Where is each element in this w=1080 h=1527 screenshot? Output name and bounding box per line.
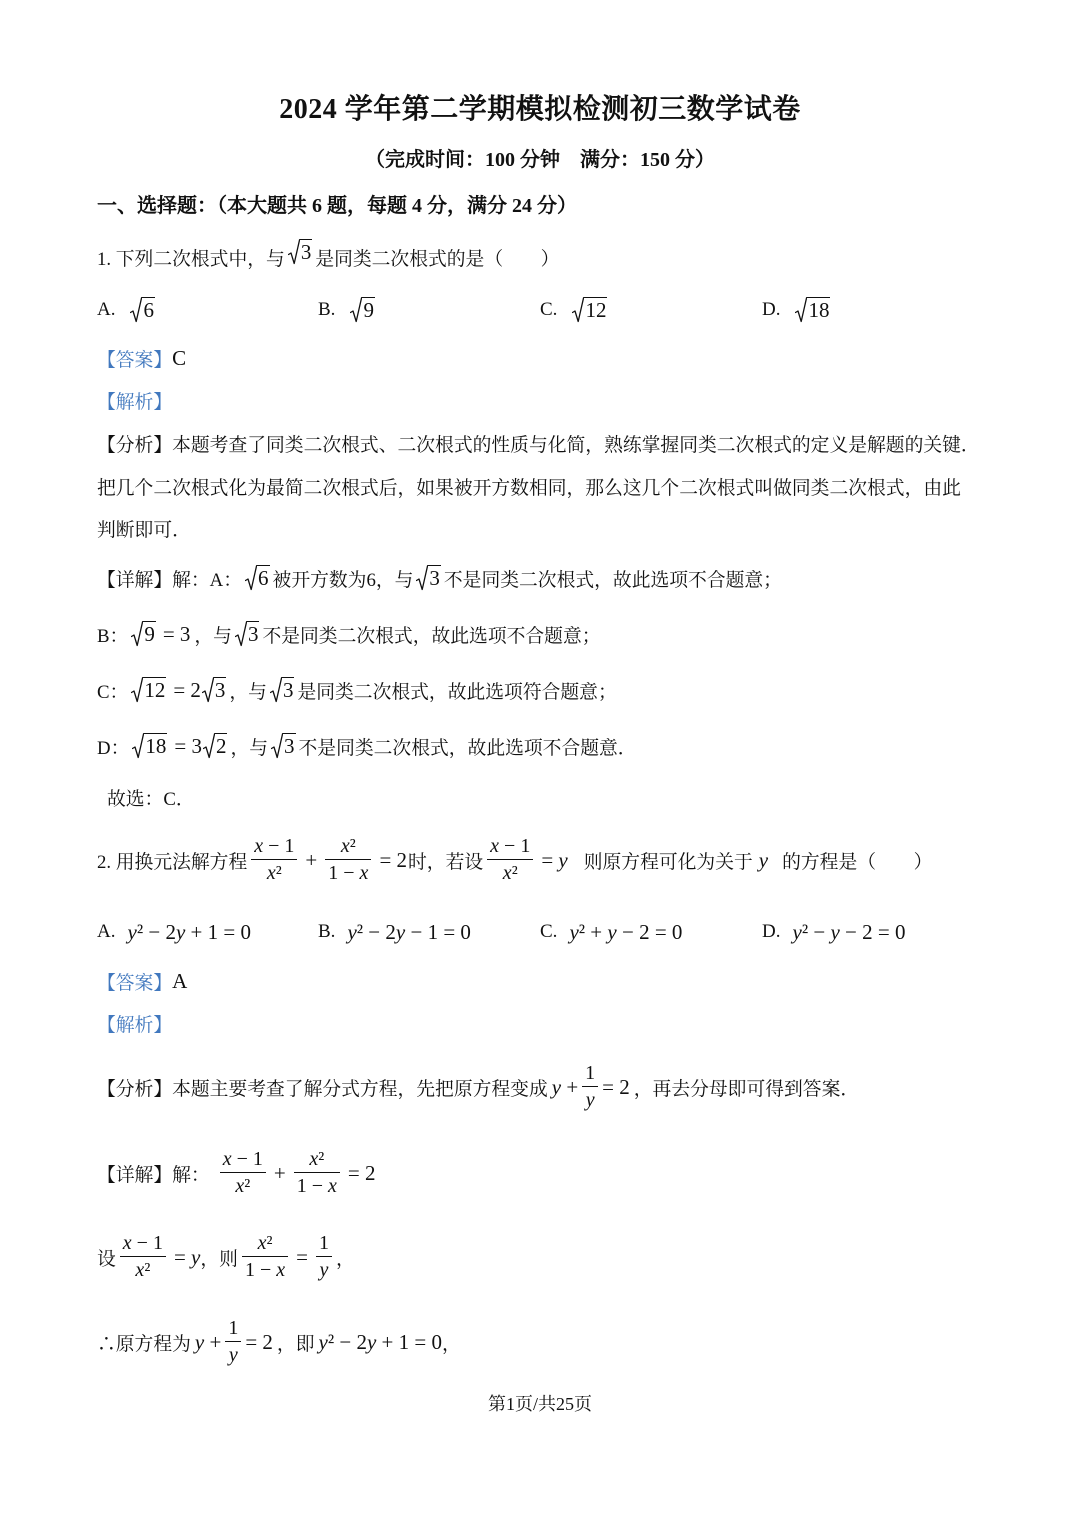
xiangjie-text: 解：A： bbox=[172, 569, 243, 591]
numerator: x − 1 bbox=[251, 835, 297, 860]
math-variable: y bbox=[366, 1329, 377, 1354]
radical-sign-icon bbox=[132, 733, 144, 759]
answer-tag: 【答案】 bbox=[97, 972, 173, 994]
math-variable: y bbox=[551, 1074, 562, 1099]
q2-stem-mid: 时，若设 bbox=[408, 851, 484, 873]
denominator bbox=[582, 1087, 598, 1112]
math-variable: x bbox=[276, 1259, 286, 1281]
answer-value: C bbox=[172, 345, 187, 370]
q2-xiangjie-line-3 bbox=[97, 1312, 461, 1372]
option-label: A. bbox=[97, 299, 116, 320]
fraction bbox=[220, 1148, 266, 1198]
page-title: 2024 学年第二学期模拟检测初三数学试卷 bbox=[279, 94, 801, 125]
xiangjie-tag: 【详解】 bbox=[97, 569, 173, 591]
fenxi-text: 本题主要考查了解分式方程，先把原方程变成 bbox=[172, 1078, 548, 1100]
radicand: 9 bbox=[363, 298, 374, 322]
math-expr: = 2 bbox=[379, 847, 408, 872]
radical-sign-icon bbox=[350, 297, 362, 323]
math-variable: y bbox=[191, 1244, 201, 1269]
q1-stem bbox=[97, 227, 559, 287]
numerator: x − 1 bbox=[487, 835, 533, 860]
fenxi-text: 把几个二次根式化为最简二次根式后，如果被开方数相同，那么这几个二次根式叫做同类二次根式，由此 bbox=[97, 477, 961, 499]
radicand: 9 bbox=[144, 622, 155, 646]
sqrt bbox=[350, 297, 375, 323]
math-expr: = 2 bbox=[602, 1074, 630, 1099]
sqrt bbox=[795, 297, 830, 323]
xiangjie-text: ，即 bbox=[276, 1333, 315, 1355]
denominator: 1 − x bbox=[244, 1259, 286, 1281]
sqrt bbox=[245, 565, 270, 591]
xiangjie-text: 是同类二次根式，故此选项符合题意； bbox=[297, 681, 617, 703]
q1-xiangjie-c bbox=[97, 660, 617, 720]
sqrt bbox=[203, 733, 228, 759]
xiangjie-text: ， bbox=[441, 1333, 461, 1355]
q2-option-b bbox=[318, 902, 471, 962]
numerator: x − 1 bbox=[120, 1232, 166, 1257]
math-variable: x bbox=[135, 1259, 145, 1281]
q2-stem-pre: 2. 用换元法解方程 bbox=[97, 851, 248, 873]
radicand: 3 bbox=[300, 240, 312, 264]
q2-stem-post: 则原方程可化为关于 bbox=[583, 851, 753, 873]
math-variable: x bbox=[257, 1232, 267, 1254]
xiangjie-text: 不是同类二次根式，故此选项不合题意． bbox=[298, 737, 637, 759]
q1-option-c bbox=[540, 280, 610, 340]
sqrt bbox=[131, 677, 166, 703]
q1-stem-post: 是同类二次根式的是（ ） bbox=[315, 248, 560, 270]
option-expr: y² − 2y + 1 = 0 bbox=[127, 919, 251, 944]
radicand: 18 bbox=[808, 298, 830, 322]
math-variable bbox=[759, 848, 768, 873]
fenxi-text: 本题考查了同类二次根式、二次根式的性质与化简，熟练掌握同类二次根式的定义是解题的关键． bbox=[172, 434, 980, 456]
math-variable: x bbox=[254, 835, 264, 857]
xiangjie-text: 不是同类二次根式，故此选项不合题意； bbox=[262, 625, 601, 647]
denominator: x² bbox=[502, 862, 518, 884]
fraction bbox=[316, 1232, 332, 1282]
fraction bbox=[251, 835, 297, 885]
xiangjie-text: 解： bbox=[172, 1164, 210, 1186]
math-variable: x bbox=[359, 862, 369, 884]
radical-sign-icon bbox=[270, 677, 282, 703]
q2-stem-tail: 的方程是（ ） bbox=[782, 851, 933, 873]
q1-option-d bbox=[762, 280, 833, 340]
sqrt bbox=[271, 733, 296, 759]
math-operator: + bbox=[305, 847, 318, 872]
option-label: B. bbox=[318, 299, 336, 320]
math-variable: y bbox=[830, 919, 840, 944]
math-expr: = 2 bbox=[245, 1329, 273, 1354]
fraction bbox=[294, 1148, 340, 1198]
numerator: 1 bbox=[582, 1062, 598, 1087]
q1-option-b bbox=[318, 280, 378, 340]
math-variable: y bbox=[194, 1329, 205, 1354]
math-variable: x bbox=[502, 862, 512, 884]
math-variable: y bbox=[319, 1259, 329, 1281]
option-expr: y² − y − 2 = 0 bbox=[792, 919, 906, 944]
q2-xiangjie-line-2 bbox=[97, 1227, 355, 1287]
q2-jiexi bbox=[97, 993, 172, 1053]
math-variable: y bbox=[347, 919, 357, 944]
sqrt bbox=[288, 239, 313, 265]
math-expr: y² − 2y + 1 = 0 bbox=[318, 1329, 442, 1354]
denominator bbox=[225, 1342, 241, 1367]
sqrt bbox=[416, 565, 441, 591]
math-variable: y bbox=[758, 847, 769, 872]
option-label: B. bbox=[318, 921, 336, 942]
denominator: x² bbox=[135, 1259, 151, 1281]
math-variable: y bbox=[175, 919, 186, 944]
xiangjie-text: ，与 bbox=[229, 681, 267, 703]
sqrt bbox=[202, 677, 227, 703]
radical-sign-icon bbox=[271, 733, 283, 759]
math-variable: y bbox=[569, 919, 579, 944]
q2-fenxi bbox=[97, 1057, 859, 1117]
option-expr: y² + y − 2 = 0 bbox=[569, 919, 683, 944]
jiexi-tag: 【解析】 bbox=[97, 1014, 173, 1036]
numerator: x² bbox=[325, 835, 371, 860]
math-operator: = bbox=[296, 1244, 308, 1269]
math-variable: x bbox=[327, 1175, 337, 1197]
math-variable: x bbox=[309, 1148, 319, 1170]
radical-sign-icon bbox=[288, 239, 300, 265]
xiangjie-text: 被开方数为6，与 bbox=[272, 569, 414, 591]
math-variable: x bbox=[266, 862, 276, 884]
fenxi-text: ，再去分母即可得到答案． bbox=[633, 1078, 860, 1100]
math-expr: = 3 bbox=[162, 621, 191, 646]
radical-sign-icon bbox=[235, 621, 247, 647]
fraction bbox=[120, 1232, 166, 1282]
fraction bbox=[487, 835, 533, 885]
option-label: D. bbox=[762, 921, 781, 942]
radicand: 3 bbox=[284, 734, 295, 758]
xiangjie-text: ， bbox=[335, 1248, 355, 1270]
fraction bbox=[325, 835, 371, 885]
xiangjie-text: D： bbox=[97, 737, 130, 759]
radical-sign-icon bbox=[572, 297, 584, 323]
option-label: D. bbox=[762, 299, 781, 320]
math-variable: x bbox=[340, 835, 350, 857]
math-variable: y bbox=[318, 1329, 328, 1354]
radical-sign-icon bbox=[795, 297, 807, 323]
q2-option-c bbox=[540, 902, 682, 962]
radicand: 3 bbox=[429, 566, 440, 590]
section-heading bbox=[97, 173, 577, 233]
xiangjie-text: C： bbox=[97, 681, 129, 703]
math-variable: y bbox=[395, 919, 406, 944]
q1-xiangjie-a bbox=[97, 548, 782, 608]
q1-fenxi-line-2 bbox=[97, 456, 961, 516]
math-operator: + bbox=[273, 1160, 286, 1185]
numerator: 1 bbox=[225, 1317, 241, 1342]
math-expr: = y bbox=[541, 847, 568, 872]
sqrt bbox=[235, 621, 260, 647]
denominator: 1 − x bbox=[328, 862, 369, 884]
math-variable: y bbox=[585, 1089, 595, 1111]
q2-xiangjie-line-1 bbox=[97, 1143, 379, 1203]
xiangjie-text: ，则 bbox=[200, 1248, 238, 1270]
math-variable: x bbox=[490, 835, 500, 857]
math-variable: y bbox=[558, 847, 568, 872]
jiexi-tag: 【解析】 bbox=[97, 391, 173, 413]
math-variable: x bbox=[222, 1148, 232, 1170]
radicand: 6 bbox=[258, 566, 269, 590]
denominator: 1 − x bbox=[296, 1175, 337, 1197]
denominator: x² bbox=[235, 1175, 251, 1197]
fenxi-tag: 【分析】 bbox=[97, 1078, 173, 1100]
option-label: A. bbox=[97, 921, 116, 942]
fenxi-tag: 【分析】 bbox=[97, 434, 173, 456]
numerator: x² bbox=[242, 1232, 288, 1257]
math-expr: = y bbox=[173, 1244, 201, 1269]
math-expr: y + bbox=[194, 1329, 222, 1354]
xiangjie-text: 不是同类二次根式，故此选项不合题意； bbox=[443, 569, 782, 591]
fraction bbox=[242, 1232, 288, 1282]
radicand: 12 bbox=[144, 678, 166, 702]
math-variable: y bbox=[607, 919, 617, 944]
page-subtitle: （完成时间：100 分钟 满分：150 分） bbox=[365, 149, 715, 171]
math-variable: x bbox=[235, 1175, 245, 1197]
radicand: 18 bbox=[145, 734, 167, 758]
radicand: 12 bbox=[585, 298, 607, 322]
xiangjie-text: ∴原方程为 bbox=[97, 1333, 191, 1355]
conclusion-text: 故选：C． bbox=[107, 788, 195, 810]
radical-sign-icon bbox=[131, 677, 143, 703]
math-variable: y bbox=[228, 1344, 238, 1366]
fraction bbox=[582, 1062, 598, 1112]
math-expr: = 2 bbox=[173, 677, 201, 702]
math-variable: x bbox=[122, 1232, 132, 1254]
radical-sign-icon bbox=[131, 621, 143, 647]
q2-option-d bbox=[762, 902, 905, 962]
denominator: x² bbox=[266, 862, 282, 884]
math-expr: y + bbox=[551, 1074, 579, 1099]
sqrt bbox=[572, 297, 607, 323]
radicand: 6 bbox=[143, 298, 154, 322]
answer-value: A bbox=[172, 968, 188, 993]
math-expr: = 3 bbox=[174, 733, 202, 758]
fenxi-text: 判断即可． bbox=[97, 519, 191, 541]
q1-stem-pre: 1. 下列二次根式中，与 bbox=[97, 248, 285, 270]
numerator: x − 1 bbox=[220, 1148, 266, 1173]
section-heading-text: 一、选择题：（本大题共 6 题，每题 4 分，满分 24 分） bbox=[97, 194, 577, 217]
q1-xiangjie-b bbox=[97, 604, 601, 664]
xiangjie-text: ，与 bbox=[230, 737, 269, 759]
option-expr: y² − 2y − 1 = 0 bbox=[347, 919, 471, 944]
radicand: 3 bbox=[247, 622, 259, 646]
radical-sign-icon bbox=[130, 297, 142, 323]
numerator: 1 bbox=[316, 1232, 332, 1257]
xiangjie-text: B： bbox=[97, 625, 129, 647]
q2-stem bbox=[97, 830, 932, 890]
fraction bbox=[225, 1317, 241, 1367]
radicand: 2 bbox=[215, 734, 227, 758]
radical-sign-icon bbox=[245, 565, 257, 591]
sqrt bbox=[130, 297, 155, 323]
radicand: 3 bbox=[282, 678, 294, 702]
math-expr: = 2 bbox=[347, 1160, 376, 1185]
q1-conclusion bbox=[107, 767, 195, 827]
numerator: x² bbox=[294, 1148, 340, 1173]
page-footer: 第1页/共25页 bbox=[487, 1394, 592, 1414]
radical-sign-icon bbox=[202, 677, 214, 703]
math-variable: y bbox=[792, 919, 802, 944]
answer-tag: 【答案】 bbox=[97, 349, 173, 371]
math-variable: y bbox=[127, 919, 137, 944]
denominator bbox=[316, 1257, 332, 1282]
sqrt bbox=[132, 733, 167, 759]
xiangjie-text: 设 bbox=[97, 1248, 116, 1270]
radicand: 3 bbox=[214, 678, 226, 702]
option-label: C. bbox=[540, 921, 558, 942]
xiangjie-text: ，与 bbox=[194, 625, 232, 647]
xiangjie-tag: 【详解】 bbox=[97, 1164, 173, 1186]
radical-sign-icon bbox=[203, 733, 215, 759]
option-label: C. bbox=[540, 299, 558, 320]
radical-sign-icon bbox=[416, 565, 428, 591]
sqrt bbox=[131, 621, 156, 647]
sqrt bbox=[270, 677, 295, 703]
